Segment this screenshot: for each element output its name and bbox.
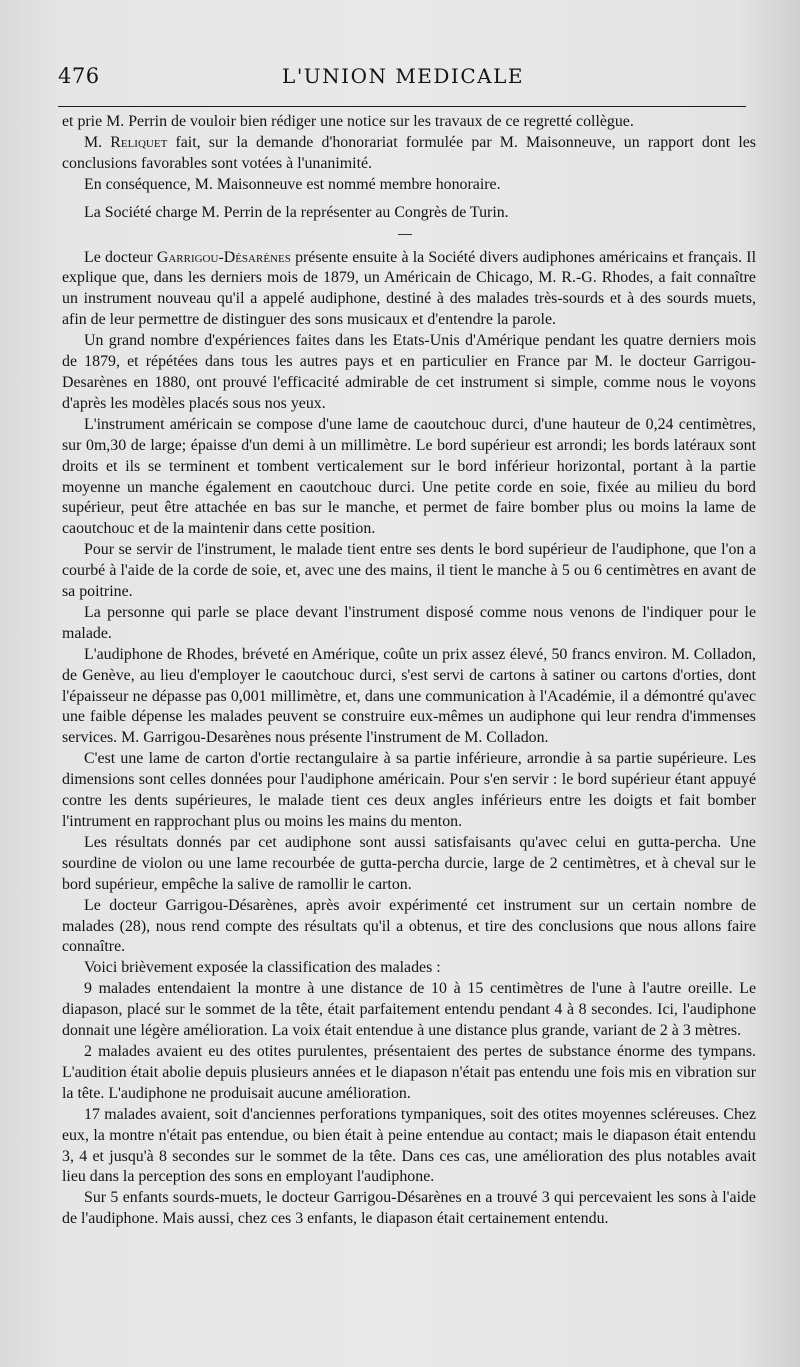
speaker-name: Garrigou-Désarènes <box>156 248 291 266</box>
paragraph <box>62 958 756 979</box>
paragraph-text: 2 malades avaient eu des otites purulentes, présentaient des pertes de substance énorme des tympans. L'audition était abolie depuis plusieurs années et le diapason n'était pas entendu une fois mis en vibration sur la tête. L'audiphone ne produisait aucune amélioration. <box>62 1042 756 1102</box>
paragraph-text: En conséquence, M. Maisonneuve est nommé membre honoraire. <box>84 175 501 193</box>
paragraph-text: Un grand nombre d'expériences faites dans les Etats-Unis d'Amérique pendant les quatre derniers mois de 1879, et répétées dans tous les autres pays et en particulier en France par M. le docteur Garrigou-Desarènes en 1880, ont prouvé l'efficacité admirable de cet instrument si simple, comme nous le voyons d'après les modèles placés sous nos yeux. <box>62 332 756 412</box>
paragraph-text: C'est une lame de carton d'ortie rectangulaire à sa partie inférieure, arrondie à sa partie supérieure. Les dimensions sont celles données pour l'audiphone américain. Pour s'en servir : le bord supérieur étant appuyé contre les dents supérieures, le malade tient ces deux angles inférieurs entre les doigts et fait bomber l'intrument en rapprochant plus ou moins les mains du menton. <box>62 750 756 830</box>
paragraph-text: présente ensuite à la Société divers audiphones américains et français. Il explique que, dans les derniers mois de 1879, un Américain de Chicago, M. R.-G. Rhodes, a fait connaître un instrument nouveau qu'il a appelé audiphone, destiné à des malades très-sourds et à des sourds muets, afin de leur permettre de distinguer des sons musicaux et d'entendre la parole. <box>62 248 756 329</box>
paragraph <box>62 133 756 175</box>
paragraph-text: La Société charge M. Perrin de la représenter au Congrès de Turin. <box>84 203 509 221</box>
paragraph <box>62 749 756 833</box>
paragraph-text: L'instrument américain se compose d'une lame de caoutchouc durci, d'une hauteur de 0,24 centimètres, sur 0m,30 de large; épaisse d'un demi à un millimètre. Le bord supérieur est arrondi; les bords latéraux sont droits et ils se terminent et tombent verticalement sur le bord inférieur horizontal, portant à la partie moyenne un manche également en caoutchouc durci. Une petite corde en soie, fixée au milieu du bord supérieur, peut être attachée en bas sur le manche, et permet de faire bomber plus ou moins la lame de caoutchouc et de la maintenir dans cette position. <box>62 415 756 538</box>
paragraph-text: La personne qui parle se place devant l'instrument disposé comme nous venons de l'indiquer pour le malade. <box>62 603 756 642</box>
paragraph-text: Le docteur <box>84 248 157 266</box>
paragraph-text: Sur 5 enfants sourds-muets, le docteur Garrigou-Désarènes en a trouvé 3 qui percevaient les sons à l'aide de l'audiphone. Mais aussi, chez ces 3 enfants, le diapason était certainement entendu. <box>62 1189 756 1228</box>
running-title: L'UNION MEDICALE <box>282 64 524 88</box>
paragraph-text: Pour se servir de l'instrument, le malade tient entre ses dents le bord supérieur de l'audiphone, que l'on a courbé à l'aide de la corde de soie, et, avec une des mains, il tient le manche à 5 ou 6 centimètres en avant de sa poitrine. <box>62 541 756 601</box>
paragraph <box>62 1188 756 1230</box>
header-rule <box>58 106 746 107</box>
speaker-name: M. Reliquet <box>84 133 168 151</box>
paragraph <box>62 248 756 332</box>
paragraph <box>62 203 756 224</box>
paragraph <box>62 1105 756 1189</box>
paragraph-text: Le docteur Garrigou-Désarènes, après avoir expérimenté cet instrument sur un certain nombre de malades (28), nous rend compte des résultats qu'il a obtenus, et tire des conclusions que nous allons faire connaître. <box>62 896 756 956</box>
paragraph <box>62 175 756 196</box>
paragraph <box>62 833 756 896</box>
paragraph <box>62 1042 756 1105</box>
page-number: 476 <box>58 64 100 88</box>
paragraph <box>62 603 756 645</box>
paragraph-text: fait, sur la demande d'honorariat formulée par M. Maisonneuve, un rapport dont les conclusions favorables sont votées à l'unanimité. <box>62 133 756 172</box>
article-body <box>62 112 756 1230</box>
paragraph <box>62 645 756 750</box>
paragraph-text: Voici brièvement exposée la classification des malades : <box>84 959 441 977</box>
paragraph-text: Les résultats donnés par cet audiphone sont aussi satisfaisants qu'avec celui en gutta-percha. Une sourdine de violon ou une lame recourbée de gutta-percha durcie, large de 2 centimètres, et à cheval sur le bord supérieur, empêche la salive de ramollir le carton. <box>62 833 756 893</box>
paragraph <box>62 331 756 415</box>
paragraph <box>62 540 756 603</box>
paragraph <box>62 896 756 959</box>
paragraph <box>62 112 756 133</box>
page-header <box>58 64 748 94</box>
paragraph <box>62 979 756 1042</box>
paragraph-text: et prie M. Perrin de vouloir bien rédiger une notice sur les travaux de ce regretté collègue. <box>62 113 634 130</box>
paragraph-text: 17 malades avaient, soit d'anciennes perforations tympaniques, soit des otites moyennes scléreuses. Chez eux, la montre n'était pas entendue, ou bien était à peine entendue au contact; mais le diapason était entendu 3, 4 et jusqu'à 8 secondes sur le sommet de la tête. Dans ces cas, une amélioration des plus notables avait lieu dans la perception des sons en employant l'audiphone. <box>62 1105 756 1186</box>
paragraph-text: L'audiphone de Rhodes, bréveté en Amérique, coûte un prix assez élevé, 50 francs environ. M. Colladon, de Genève, au lieu d'employer le caoutchouc durci, s'est servi de cartons à satiner ou cartons d'orties, dont l'épaisseur ne dépasse pas 0,001 millimètre, et, dans une communication à l'Académie, il a démontré qu'avec une faible dépense les malades peuvent se construire eux-mêmes un audiphone qui leur rendra d'immenses services. M. Garrigou-Desarènes nous présente l'instrument de M. Colladon. <box>62 645 756 747</box>
paragraph-text: 9 malades entendaient la montre à une distance de 10 à 15 centimètres de l'une à l'autre oreille. Le diapason, placé sur le sommet de la tête, était parfaitement entendu pendant 4 à 8 secondes. Ici, l'audiphone donnait une légère amélioration. La voix était entendue à une distance plus grande, variant de 2 à 3 mètres. <box>62 980 756 1040</box>
paragraph <box>62 415 756 540</box>
